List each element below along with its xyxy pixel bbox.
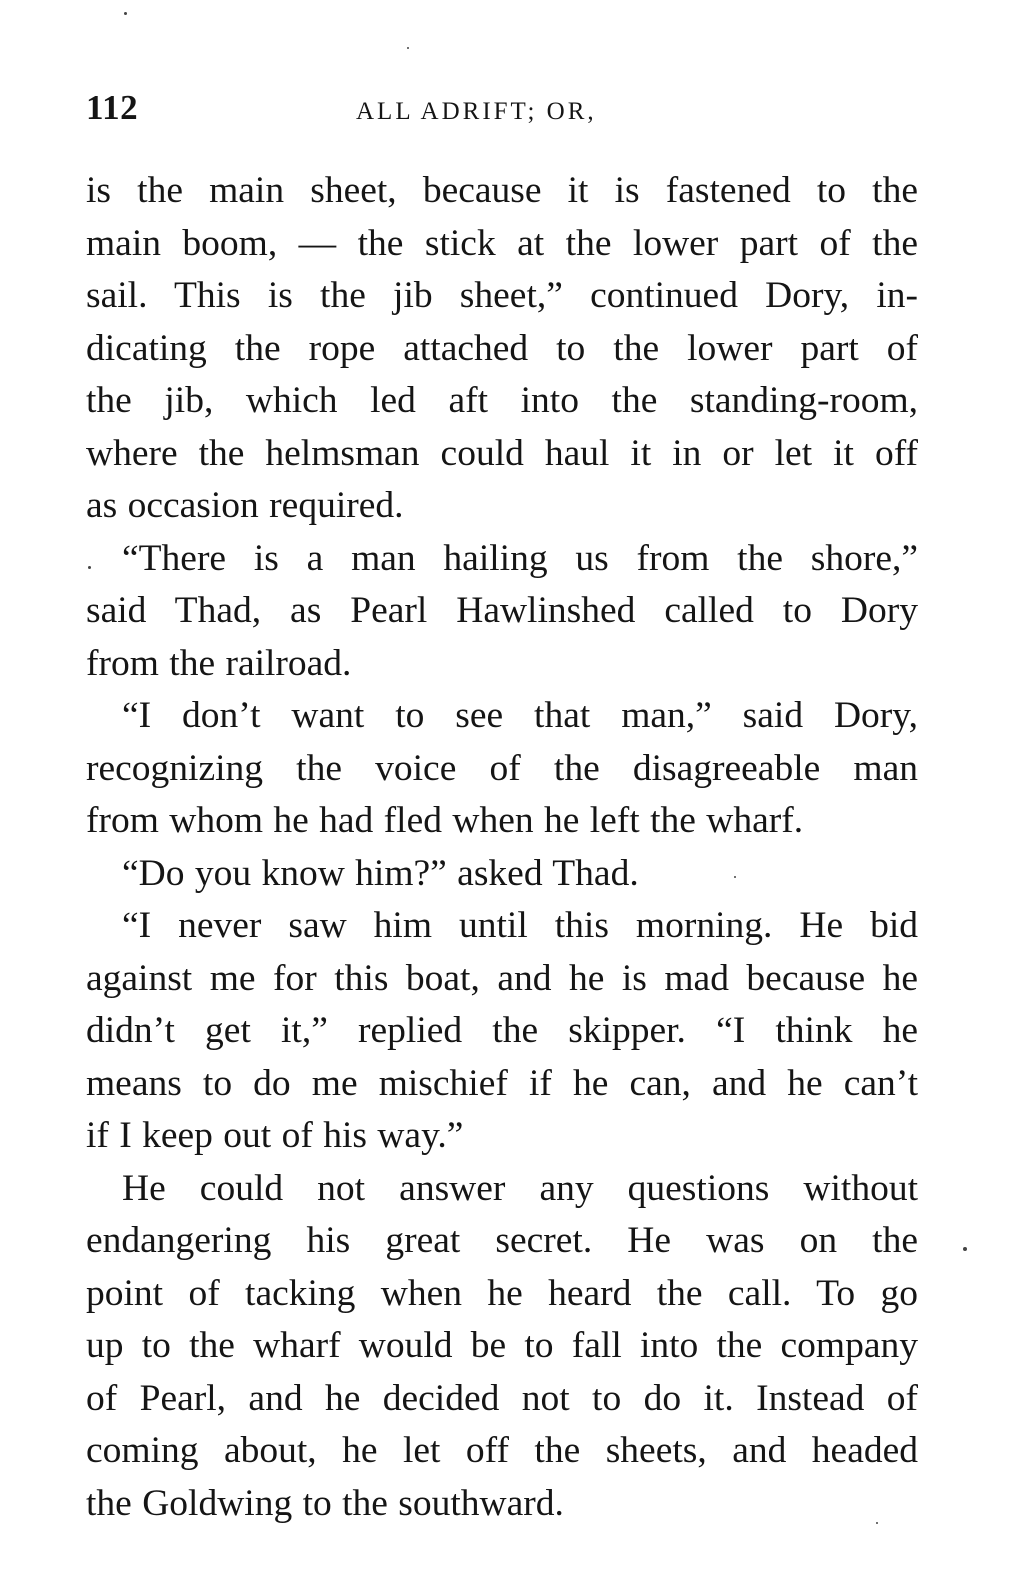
running-head: ALL ADRIFT; OR, [356, 98, 597, 125]
page-header [86, 82, 918, 134]
text-line: where the helmsman could haul it in or let it off [86, 432, 918, 474]
text-line: up to the wharf would be to fall into the company [86, 1325, 918, 1366]
text-line: if I keep out of his way.” [86, 1115, 464, 1156]
text-line: means to do me mischief if he can, and he can’t [86, 1062, 918, 1104]
text-line: sail. This is the jib sheet,” continued Dory, in- [86, 275, 918, 316]
scan-speck [407, 47, 409, 49]
text-line: the jib, which led aft into the standing-room, [86, 380, 918, 421]
text-line: said Thad, as Pearl Hawlinshed called to Dory [86, 590, 918, 631]
text-line: “Do you know him?” asked Thad. [122, 852, 639, 894]
text-line: dicating the rope attached to the lower part of [86, 327, 918, 369]
text-line: endangering his great secret. He was on the [86, 1220, 918, 1261]
text-line: the Goldwing to the southward. [86, 1482, 564, 1524]
text-line: from the railroad. [86, 642, 352, 684]
text-line: recognizing the voice of the disagreeable man [86, 747, 918, 789]
body-text [86, 165, 918, 1530]
scan-speck [88, 566, 91, 569]
text-line: from whom he had fled when he left the wharf. [86, 800, 804, 841]
text-line: against me for this boat, and he is mad because he [86, 957, 918, 999]
text-line: “I never saw him until this morning. He bid [122, 905, 918, 946]
text-line: main boom, — the stick at the lower part of the [86, 222, 918, 264]
page-number: 112 [86, 88, 139, 127]
text-line: “There is a man hailing us from the shore,” [122, 537, 918, 579]
text-line: is the main sheet, because it is fastened to the [86, 170, 918, 211]
text-line: point of tacking when he heard the call. To go [86, 1272, 918, 1314]
scan-speck [124, 12, 127, 15]
scan-speck [734, 876, 736, 878]
text-line: of Pearl, and he decided not to do it. Instead of [86, 1377, 918, 1419]
text-line: as occasion required. [86, 485, 404, 526]
text-line: He could not answer any questions without [122, 1167, 918, 1209]
scan-speck [876, 1522, 878, 1524]
scan-speck [963, 1247, 967, 1251]
text-line: coming about, he let off the sheets, and headed [86, 1430, 918, 1471]
text-line: “I don’t want to see that man,” said Dory, [122, 695, 918, 736]
text-line: didn’t get it,” replied the skipper. “I think he [86, 1010, 918, 1051]
